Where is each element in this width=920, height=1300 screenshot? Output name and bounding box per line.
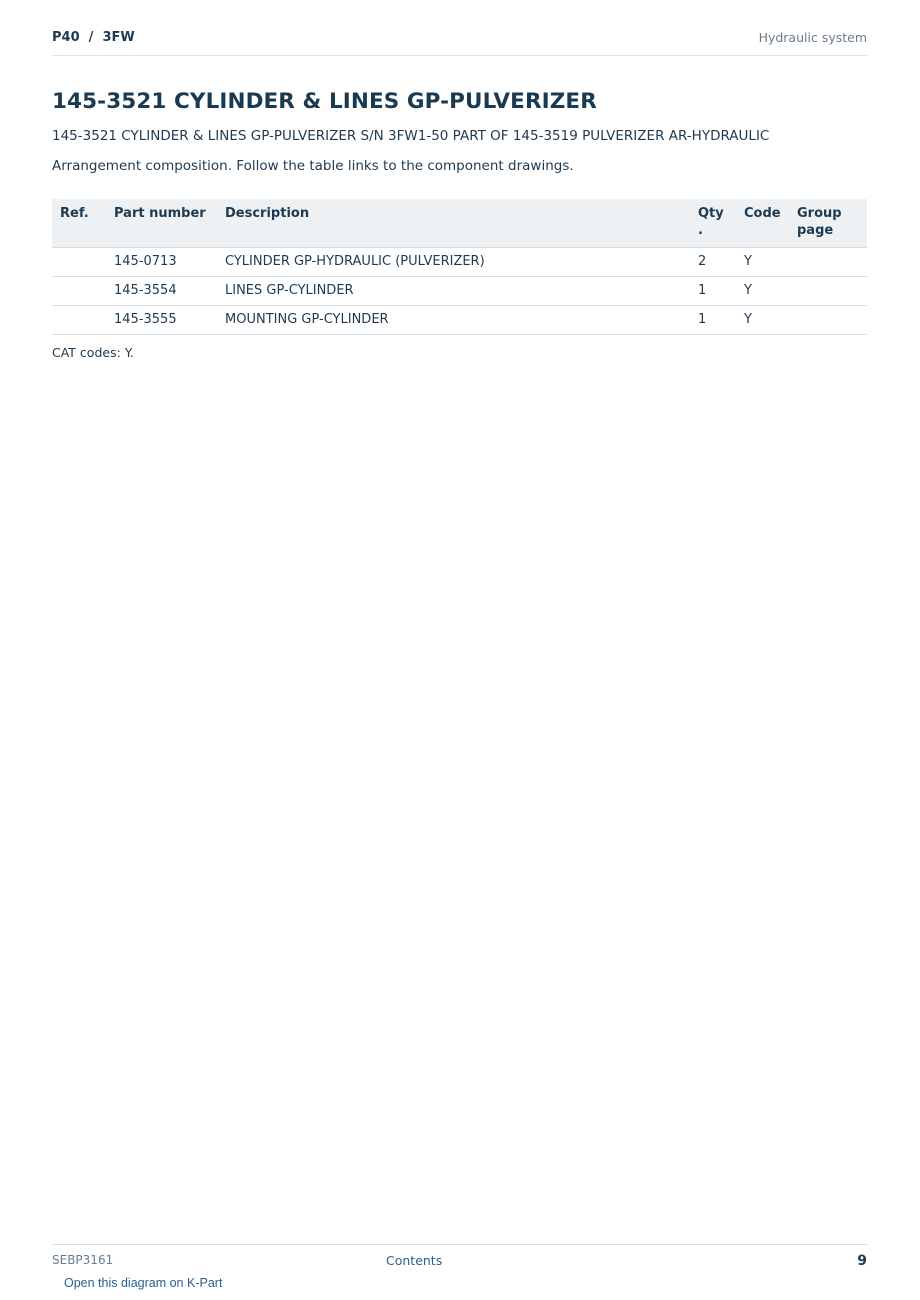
column-header-part-number: Part number xyxy=(114,199,225,248)
cell-qty: 1 xyxy=(698,306,744,335)
cell-part-number[interactable]: 145-0713 xyxy=(114,248,225,277)
cell-ref xyxy=(52,277,114,306)
cell-group-page xyxy=(797,248,867,277)
cell-code: Y xyxy=(744,306,797,335)
qty-header-line1: Qty xyxy=(698,206,724,221)
section-name: Hydraulic system xyxy=(758,30,867,45)
parts-table xyxy=(52,199,867,335)
cell-part-number[interactable]: 145-3554 xyxy=(114,277,225,306)
cell-ref xyxy=(52,306,114,335)
table-row xyxy=(52,306,867,335)
cell-qty: 1 xyxy=(698,277,744,306)
cell-description: MOUNTING GP-CYLINDER xyxy=(225,306,698,335)
table-header-row xyxy=(52,199,867,248)
cell-description: LINES GP-CYLINDER xyxy=(225,277,698,306)
group-header-line1: Group xyxy=(797,206,842,221)
document-id: SEBP3161 xyxy=(52,1253,114,1267)
qty-header-line2: . xyxy=(698,223,703,238)
open-kpart-link[interactable]: Open this diagram on K-Part xyxy=(64,1276,223,1290)
column-header-group-page xyxy=(797,199,867,248)
column-header-ref: Ref. xyxy=(52,199,114,248)
cell-code: Y xyxy=(744,248,797,277)
cell-group-page xyxy=(797,306,867,335)
cell-ref xyxy=(52,248,114,277)
cat-codes-note: CAT codes: Y. xyxy=(52,345,134,360)
page-footer xyxy=(52,1244,867,1269)
cell-description: CYLINDER GP-HYDRAULIC (PULVERIZER) xyxy=(225,248,698,277)
column-header-qty xyxy=(698,199,744,248)
group-header-line2: page xyxy=(797,223,834,238)
cell-group-page xyxy=(797,277,867,306)
table-row xyxy=(52,248,867,277)
column-header-code: Code xyxy=(744,199,797,248)
breadcrumb: P40 / 3FW xyxy=(52,30,135,45)
page-title: 145-3521 CYLINDER & LINES GP-PULVERIZER xyxy=(52,89,597,114)
page-number: 9 xyxy=(857,1253,867,1269)
table-row xyxy=(52,277,867,306)
cell-code: Y xyxy=(744,277,797,306)
page-header xyxy=(52,28,867,56)
cell-qty: 2 xyxy=(698,248,744,277)
contents-link[interactable]: Contents xyxy=(386,1253,443,1268)
intro-text: Arrangement composition. Follow the table links to the component drawings. xyxy=(52,158,574,174)
column-header-description: Description xyxy=(225,199,698,248)
cell-part-number[interactable]: 145-3555 xyxy=(114,306,225,335)
page-subtitle: 145-3521 CYLINDER & LINES GP-PULVERIZER S/N 3FW1-50 PART OF 145-3519 PULVERIZER AR-HYDRAULIC xyxy=(52,128,770,144)
